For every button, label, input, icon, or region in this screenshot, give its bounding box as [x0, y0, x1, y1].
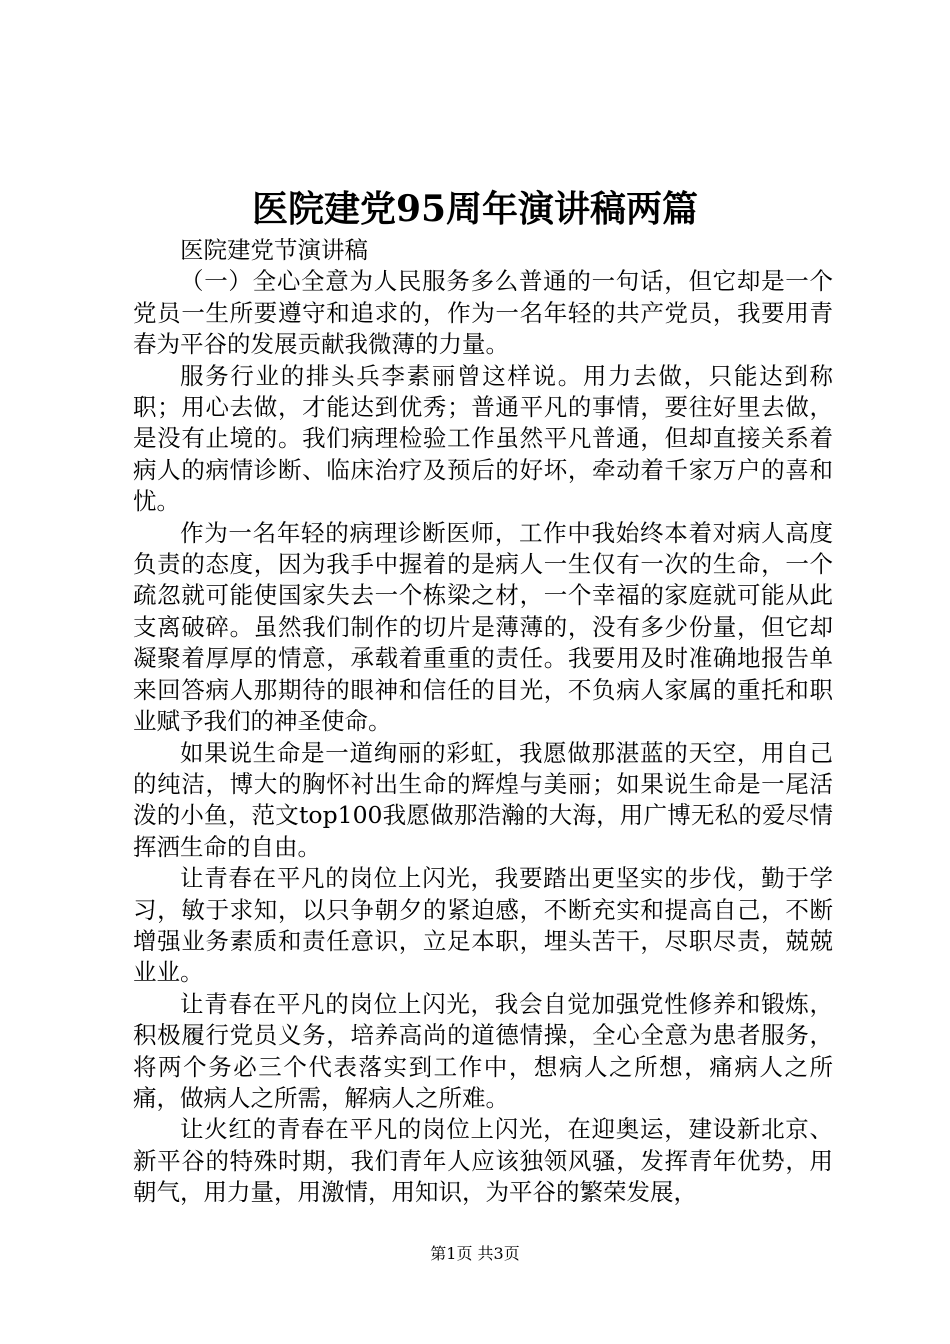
- document-title: 医院建党95周年演讲稿两篇: [251, 188, 699, 230]
- paragraph: 作为一名年轻的病理诊断医师，工作中我始终本着对病人高度负责的态度，因为我手中握着的是病人一生仅有一次的生命，一个疏忽就可能使国家失去一个栋梁之材，一个幸福的家庭就可能从此支离破碎。虽然我们制作的切片是薄薄的，没有多少份量，但它却凝聚着厚厚的情意，承载着重重的责任。我要用及时准确地报告单来回答病人那期待的眼神和信任的目光，不负病人家属的重托和职业赋予我们的神圣使命。: [133, 518, 833, 736]
- paragraph: 服务行业的排头兵李素丽曾这样说。用力去做，只能达到称职；用心去做，才能达到优秀；普通平凡的事情，要往好里去做，是没有止境的。我们病理检验工作虽然平凡普通，但却直接关系着病人的病情诊断、临床治疗及预后的好坏，牵动着千家万户的喜和忧。: [133, 361, 833, 516]
- document-body: [133, 235, 833, 1209]
- page-footer: 第1页 共3页: [430, 1244, 520, 1263]
- paragraph: 让火红的青春在平凡的岗位上闪光，在迎奥运，建设新北京、新平谷的特殊时期，我们青年人应该独领风骚，发挥青年优势，用朝气，用力量，用激情，用知识，为平谷的繁荣发展，: [133, 1115, 833, 1207]
- paragraph: 让青春在平凡的岗位上闪光，我会自觉加强党性修养和锻炼，积极履行党员义务，培养高尚的道德情操，全心全意为患者服务，将两个务必三个代表落实到工作中，想病人之所想，痛病人之所痛，做病人之所需，解病人之所难。: [133, 989, 833, 1112]
- paragraph: （一）全心全意为人民服务多么普通的一句话，但它却是一个党员一生所要遵守和追求的，作为一名年轻的共产党员，我要用青春为平谷的发展贡献我微薄的力量。: [133, 267, 833, 359]
- paragraph: 让青春在平凡的岗位上闪光，我要踏出更坚实的步伐，勤于学习，敏于求知，以只争朝夕的紧迫感，不断充实和提高自己，不断增强业务素质和责任意识，立足本职，埋头苦干，尽职尽责，兢兢业业。: [133, 864, 833, 987]
- paragraph-subtitle: 医院建党节演讲稿: [180, 236, 368, 264]
- paragraph: 如果说生命是一道绚丽的彩虹，我愿做那湛蓝的天空，用自己的纯洁，博大的胸怀衬出生命的辉煌与美丽；如果说生命是一尾活泼的小鱼，范文top100我愿做那浩瀚的大海，用广博无私的爱尽情挥洒生命的自由。: [133, 738, 833, 861]
